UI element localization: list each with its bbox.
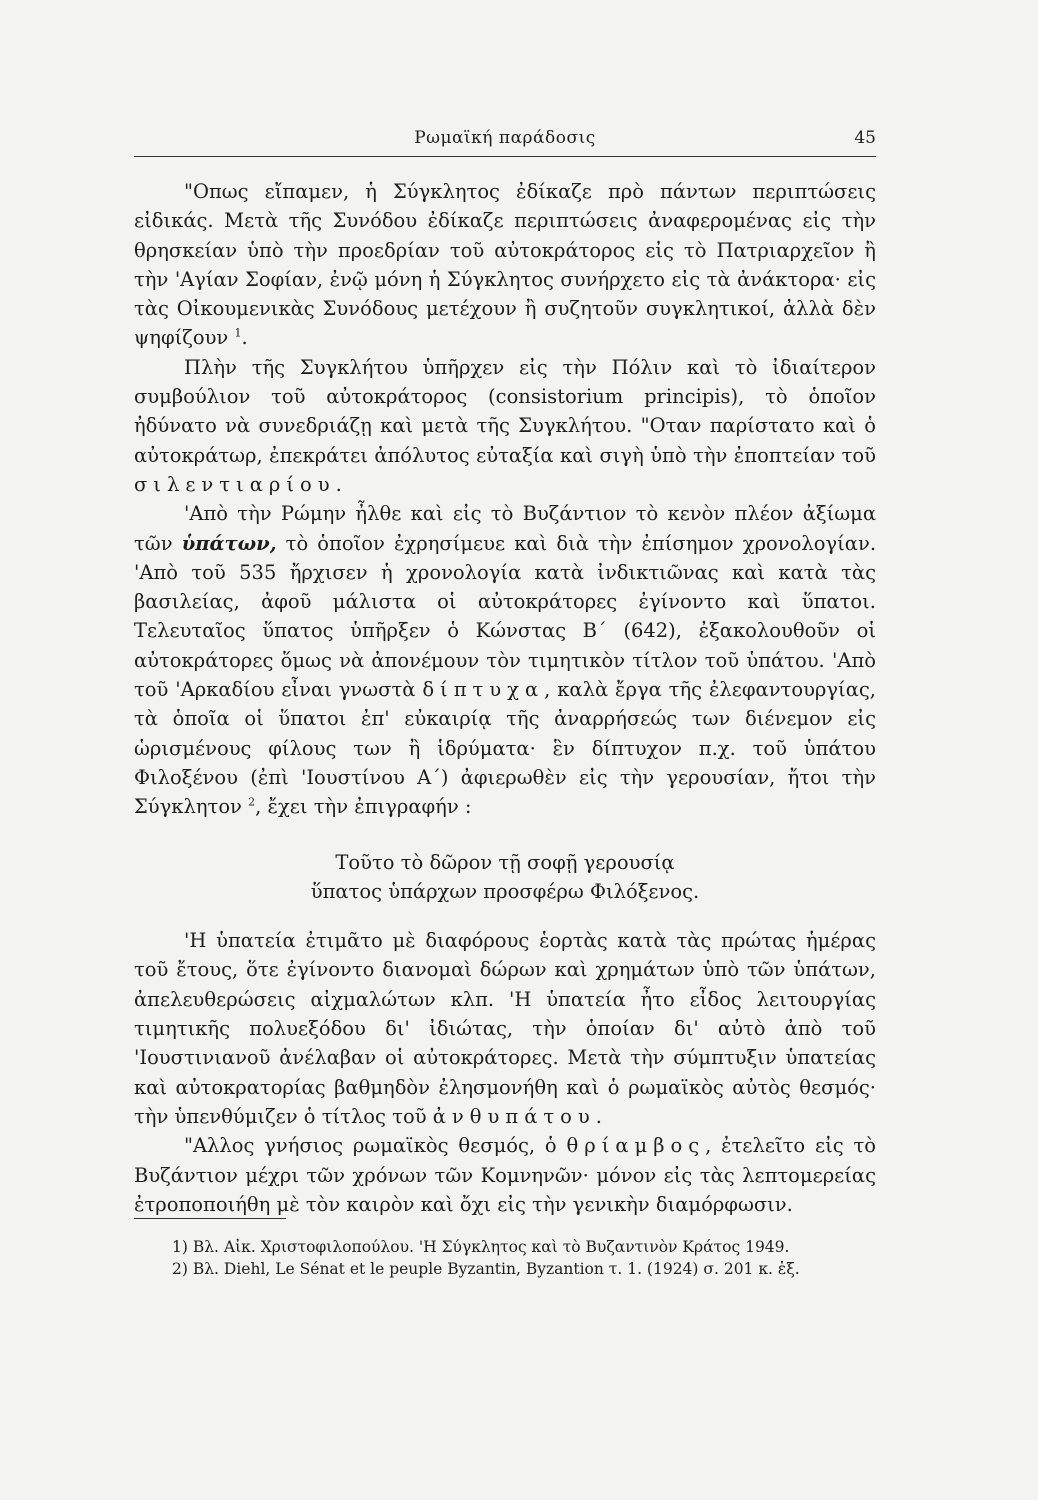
paragraph-consuls: [134, 499, 876, 821]
footnote-rule: [134, 1218, 286, 1219]
running-title: Ρωμαϊκή παράδοσις: [414, 128, 596, 148]
body-text: [134, 177, 876, 1219]
paragraph-text: 'Απὸ τὴν Ρώμην ἦλθε καὶ εἰς τὸ Βυζάντιον τὸ κενὸν πλέον ἀξίωμα τῶν: [134, 502, 876, 555]
paragraph-text: .: [595, 1104, 602, 1128]
paragraph-consulship: [134, 926, 876, 1131]
verse-line: ὕπατος ὑπάρχων προσφέρω Φιλόξενος.: [310, 879, 700, 903]
inscription-verse: [134, 848, 876, 907]
page-number: 45: [854, 128, 876, 148]
header-rule: [134, 156, 876, 157]
spaced-term-diptycha: δίπτυχα: [422, 678, 545, 702]
paragraph-triumph: [134, 1131, 876, 1219]
paragraph-text: , ἔχει τὴν ἐπιγραφήν :: [255, 795, 472, 819]
spaced-term-thriambos: θρίαμβος: [566, 1134, 706, 1158]
paragraph-text: .: [241, 326, 248, 350]
paragraph-text: 'Η ὑπατεία ἐτιμᾶτο μὲ διαφόρους ἑορτὰς κατὰ τὰς πρώτας ἡμέρας τοῦ ἔτους, ὅτε ἐγίνοντο διανομαὶ δώρων καὶ χρημάτων ὑπὸ τῶν ὑπάτων, ἀπελευθερώσεις αἰχμαλώτων κλπ. 'Η ὑπατεία ἦτο εἶδος λειτουργίας τιμητικῆς πολυεξόδου δι' ἰδιώτας, τὴν ὁποίαν δι' αὐτὸ ἀπὸ τοῦ 'Ιουστινιανοῦ ἀνέλαβαν οἱ αὐτοκράτορες. Μετὰ τὴν σύμπτυξιν ὑπατείας καὶ αὐτοκρατορίας βαθμηδὸν ἐλησμονήθη καὶ ὁ ρωμαϊκὸς αὐτὸς θεσμός· τὴν ὑπενθύμιζεν ὁ τίτλος τοῦ: [134, 929, 876, 1128]
paragraph-text: τὸ ὁποῖον ἐχρησίμευε καὶ διὰ τὴν ἐπίσημον χρονολογίαν. 'Απὸ τοῦ 535 ἤρχισεν ἡ χρονολογία κατὰ ἰνδικτιῶνας καὶ κατὰ τὰς βασιλείας, ἀφοῦ μάλιστα οἱ αὐτοκράτορες ἐγίνοντο καὶ ὕπατοι. Τελευταῖος ὕπατος ὑπῆρξεν ὁ Κώνστας Β΄ (642), ἐξακολουθοῦν οἱ αὐτοκράτορες ὅμως νὰ ἀπονέμουν τὸν τιμητικὸν τίτλον τοῦ ὑπάτου. 'Απὸ τοῦ 'Αρκαδίου εἶναι γνωστὰ: [134, 531, 877, 702]
paragraph-senate-judgment: [134, 177, 876, 353]
paragraph-consistorium: [134, 353, 876, 499]
emphasized-term-consuls: ὑπάτων,: [181, 531, 277, 555]
paragraph-text: .: [335, 472, 342, 496]
page-header: [134, 128, 876, 152]
paragraph-text: , καλὰ ἔργα τῆς ἐλεφαντουργίας, τὰ ὁποῖα οἱ ὕπατοι ἐπ' εὐκαιρίᾳ τῆς ἀναρρήσεώς των διένεμον εἰς ὡρισμένους φίλους των ἢ ἱδρύματα· ἓν δίπτυχον π.χ. τοῦ ὑπάτου Φιλοξένου (ἐπὶ 'Ιουστίνου Α΄) ἀφιερωθὲν εἰς τὴν γερουσίαν, ἤτοι τὴν Σύγκλητον: [134, 678, 876, 819]
paragraph-text: Πλὴν τῆς Συγκλήτου ὑπῆρχεν εἰς τὴν Πόλιν καὶ τὸ ἰδιαίτερον συμβούλιον τοῦ αὐτοκράτορος (consistorium principis), τὸ ὁποῖον ἠδύνατο νὰ συνεδριάζῃ καὶ μετὰ τῆς Συγκλήτου. "Οταν παρίστατο καὶ ὁ αὐτοκράτωρ, ἐπεκράτει ἀπόλυτος εὐταξία καὶ σιγὴ ὑπὸ τὴν ἐποπτείαν τοῦ: [134, 355, 876, 467]
footnote-2: 2) Βλ. Diehl, Le Sénat et le peuple Byzantin, Byzantion τ. 1. (1924) σ. 201 κ. ἑξ.: [172, 1260, 800, 1278]
verse-line: Τοῦτο τὸ δῶρον τῇ σοφῇ γερουσίᾳ: [335, 850, 675, 874]
footnote-1: 1) Βλ. Αἰκ. Χριστοφιλοπούλου. 'Η Σύγκλητος καὶ τὸ Βυζαντινὸν Κράτος 1949.: [172, 1238, 790, 1256]
footnote-ref-2: 2: [248, 795, 256, 809]
spaced-term-anthypatos: ἀνθυπάτου: [432, 1104, 596, 1128]
paragraph-text: "Οπως εἴπαμεν, ἡ Σύγκλητος ἐδίκαζε πρὸ πάντων περιπτώσεις εἰδικάς. Μετὰ τῆς Συνόδου ἐδίκαζε περιπτώσεις ἀναφερομένας εἰς τὴν θρησκείαν ὑπὸ τὴν προεδρίαν τοῦ αὐτοκράτορος εἰς τὸ Πατριαρχεῖον ἢ τὴν 'Αγίαν Σοφίαν, ἐνῷ μόνη ἡ Σύγκλητος συνήρχετο εἰς τὰ ἀνάκτορα· εἰς τὰς Οἰκουμενικὰς Συνόδους μετέχουν ἢ συζητοῦν συγκλητικοί, ἀλλὰ δὲν ψηφίζουν: [134, 180, 876, 350]
footnote-ref-1: 1: [234, 326, 242, 340]
footnotes: [134, 1236, 876, 1280]
spaced-term-silentiarios: σιλεντιαρίου: [134, 472, 336, 496]
paragraph-text: , ἐτελεῖτο εἰς τὸ Βυζάντιον μέχρι τῶν χρόνων τῶν Κομνηνῶν· μόνον εἰς τὰς λεπτομερείας ἐτροποποιήθη μὲ τὸν καιρὸν καὶ ὄχι εἰς τὴν γενικὴν διαμόρφωσιν.: [134, 1134, 876, 1216]
paragraph-text: "Αλλος γνήσιος ρωμαϊκὸς θεσμός, ὁ: [184, 1134, 557, 1158]
